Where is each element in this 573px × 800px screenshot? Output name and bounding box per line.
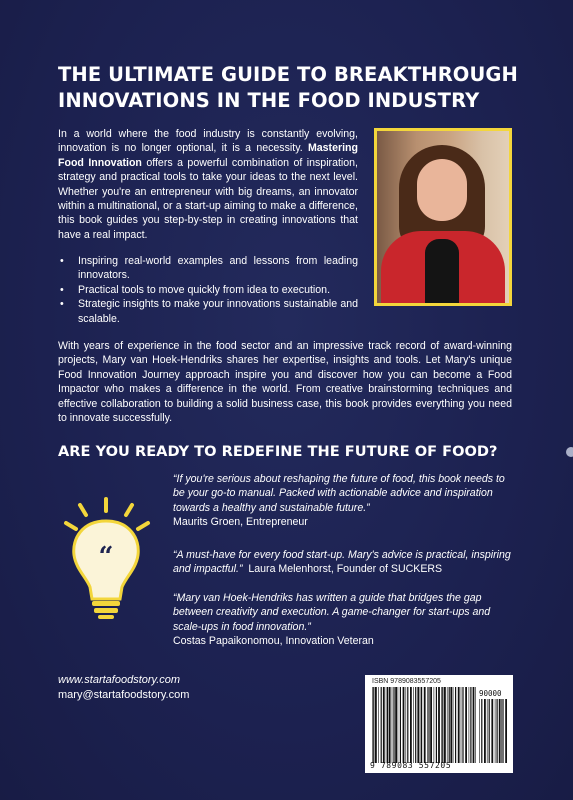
author-photo (377, 131, 509, 303)
barcode-bar (415, 687, 416, 763)
testimonial-text: “Mary van Hoek-Hendriks has written a guide that bridges the gap between creativity and execution. A game-changer for start-ups and scale-ups in food innovation.” (173, 592, 491, 633)
barcode-bar (421, 687, 422, 763)
barcode-bar (389, 687, 391, 763)
barcode-bar (470, 687, 471, 763)
benefit-list (58, 254, 358, 326)
barcode-bar (501, 699, 502, 763)
benefit-item: • Strategic insights to make your innovations sustainable and scalable. (58, 297, 358, 326)
barcode-bar (441, 687, 442, 763)
email-link[interactable]: mary@startafoodstory.com (58, 689, 190, 701)
photo-top (425, 239, 459, 303)
barcode-bar (392, 687, 393, 763)
testimonial-text: “If you're serious about reshaping the future of food, this book needs to be your go-to manual. Packed with actionable advice and inspiration towards a healthy and sustainable future.” (173, 473, 505, 514)
barcode-bar (427, 687, 428, 763)
website-link[interactable]: www.startafoodstory.com (58, 674, 181, 686)
barcode-bar (378, 687, 379, 763)
barcode-box (365, 675, 513, 773)
edge-dot (566, 447, 573, 457)
barcode-bar (417, 687, 419, 763)
barcode-addon-bars (479, 699, 507, 763)
intro-paragraph (58, 127, 358, 242)
barcode-bar (406, 687, 407, 763)
price-code: 90000 (479, 689, 502, 698)
barcode-bar (400, 687, 401, 763)
section-question: ARE YOU READY TO REDEFINE THE FUTURE OF FOOD? (58, 443, 498, 460)
barcode-bar (387, 687, 388, 763)
barcode-bar (487, 699, 488, 763)
photo-face (417, 159, 467, 221)
benefit-item: • Inspiring real-world examples and lessons from leading innovators. (58, 254, 358, 283)
barcode-bar (410, 687, 412, 763)
author-paragraph: With years of experience in the food sector and an impressive track record of award-winning projects, Mary van Hoek-Hendriks shares her expertise, insights and tools. Let Mary's unique Food Innovation Journey approach inspire you and discover how you can become a Food Impactor who makes a difference in the world. From creative brainstorming techniques and effective collaboration to building a solid business case, this book provides everything you need to innovate successfully. (58, 340, 512, 425)
barcode-bar (479, 699, 480, 763)
barcode-bar (442, 687, 443, 763)
testimonial-text: “A must-have for every food start-up. Mary's advice is practical, inspiring and impactful.” (173, 549, 511, 576)
barcode-bar (444, 687, 446, 763)
barcode-bar (450, 687, 452, 763)
barcode-bar (499, 699, 501, 763)
testimonial (173, 472, 513, 530)
lightbulb-quote-icon (52, 495, 162, 625)
barcode-bar (393, 687, 394, 763)
testimonial (173, 548, 513, 577)
barcode-bar (469, 687, 470, 763)
barcode-bar (413, 687, 414, 763)
barcode-bars (372, 687, 477, 763)
barcode-bar (428, 687, 429, 763)
barcode-bar (434, 687, 435, 763)
headline-line-2: INNOVATIONS IN THE FOOD INDUSTRY (58, 89, 480, 112)
barcode-bar (502, 699, 503, 763)
barcode-bar (495, 699, 496, 763)
barcode-bar (407, 687, 408, 763)
barcode-bar (462, 687, 463, 763)
barcode-bar (481, 699, 482, 763)
barcode-bar (484, 699, 486, 763)
barcode-bar (461, 687, 462, 763)
barcode-bar (436, 687, 437, 763)
intro-part-1: In a world where the food industry is constantly evolving, innovation is no longer optional, it is a necessity. (58, 128, 358, 155)
testimonial-author: Laura Melenhorst, Founder of SUCKERS (248, 563, 443, 576)
book-title: Mastering Food Innovation (58, 142, 358, 169)
barcode-bar (420, 687, 421, 763)
barcode-bar (447, 687, 448, 763)
barcode-bar (473, 687, 475, 763)
barcode-bar (386, 687, 387, 763)
benefit-item: • Practical tools to move quickly from idea to execution. (58, 283, 358, 297)
barcode-bar (449, 687, 450, 763)
headline (58, 62, 528, 114)
barcode-bar (458, 687, 460, 763)
barcode-bar (398, 687, 399, 763)
barcode-bar (505, 699, 507, 763)
isbn-label: ISBN 9789083557205 (372, 678, 441, 685)
barcode-bar (497, 699, 498, 763)
barcode-bar (489, 699, 490, 763)
testimonial-author: Maurits Groen, Entrepreneur (173, 516, 308, 529)
barcode-bar (491, 699, 493, 763)
barcode-bar (438, 687, 440, 763)
barcode-bar (381, 687, 382, 763)
barcode-bar (375, 687, 377, 763)
barcode-bar (424, 687, 426, 763)
barcode-bar (403, 687, 405, 763)
intro-part-2: offers a powerful combination of inspiration, strategy and practical tools to take your ideas to the next level. Whether you're an entrepreneur with big dreams, an innovator within a multinational, or a start-up aiming to make a difference, this book guides you step-by-step in creating innovations that have a real impact. (58, 156, 358, 241)
barcode-bar (455, 687, 456, 763)
barcode-bar (430, 687, 432, 763)
barcode-bar (373, 687, 374, 763)
barcode-bar (372, 687, 373, 763)
testimonial (173, 591, 513, 649)
contact-block (58, 673, 298, 703)
barcode-bar (475, 687, 476, 763)
barcode-bar (453, 687, 454, 763)
barcode-bar (383, 687, 385, 763)
headline-line-1: THE ULTIMATE GUIDE TO BREAKTHROUGH (58, 63, 518, 86)
svg-text:“: “ (98, 542, 114, 572)
author-photo-frame (374, 128, 512, 306)
testimonial-author: Costas Papaikonomou, Innovation Veteran (173, 635, 374, 648)
barcode-bar (395, 687, 397, 763)
barcode-bar (465, 687, 467, 763)
isbn-digits: 9 789083 557205 (370, 761, 452, 770)
